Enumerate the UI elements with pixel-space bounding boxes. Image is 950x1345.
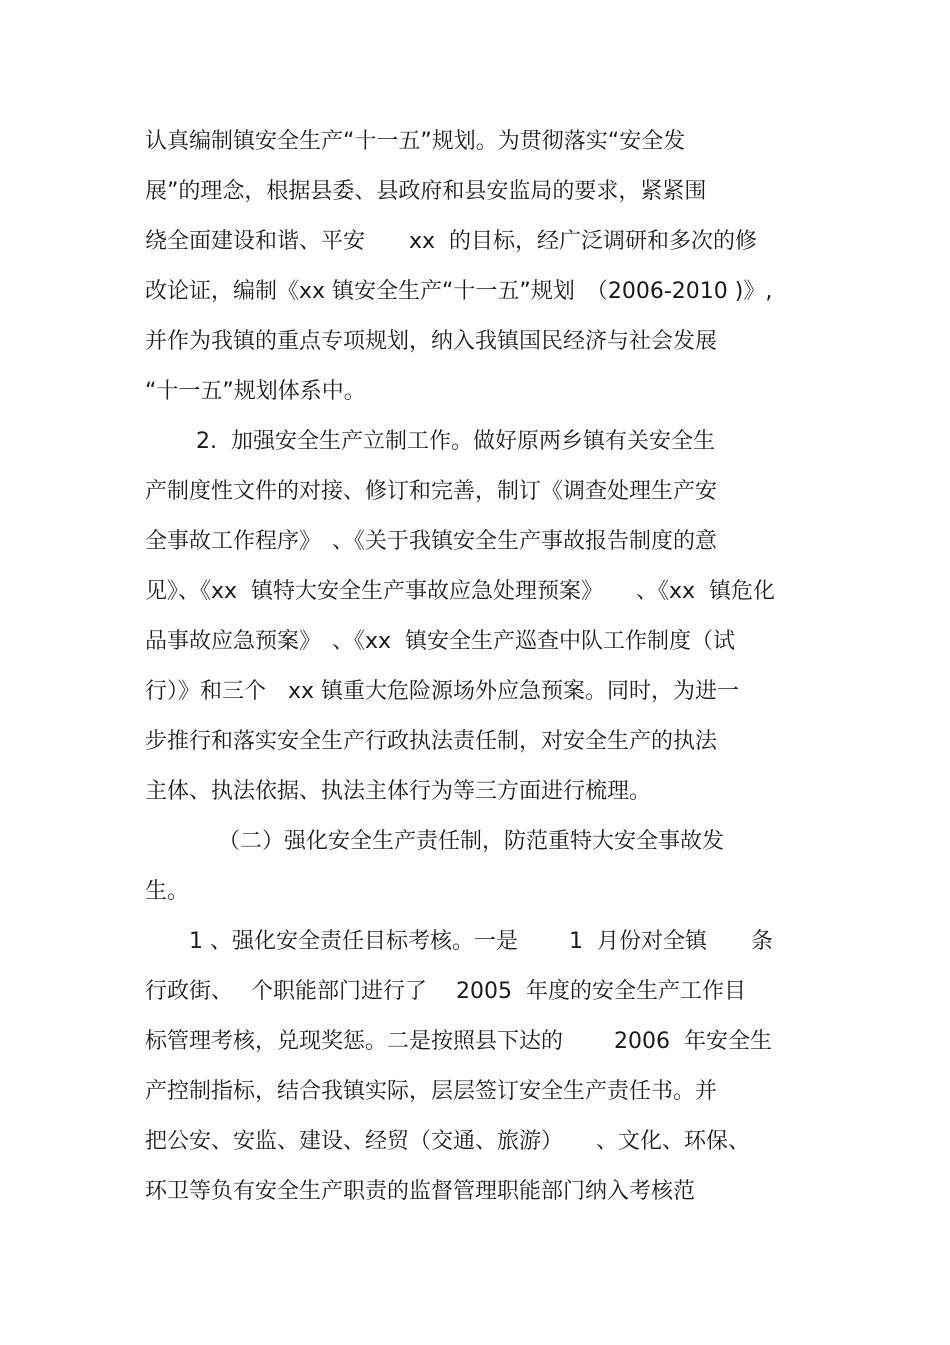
text-line: 并作为我镇的重点专项规划，纳入我镇国民经济与社会发展 (145, 329, 718, 354)
text-line: 产制度性文件的对接、修订和完善，制订《调查处理生产安 (145, 479, 718, 504)
text-line: 行）》和三个 xx 镇重大危险源场外应急预案。同时，为进一 (145, 679, 740, 704)
text-line: “十一五”规划体系中。 (145, 379, 366, 404)
text-line: 全事故工作程序》 、《关于我镇安全生产事故报告制度的意 (145, 529, 718, 554)
text-line: 生。 (145, 879, 190, 904)
text-line: 改论证，编制《xx 镇安全生产“十一五”规划 （2006-2010 )》, (145, 279, 773, 304)
text-line: 2. 加强安全生产立制工作。做好原两乡镇有关安全生 (145, 429, 715, 454)
text-line: 品事故应急预案》 、《xx 镇安全生产巡查中队工作制度（试 (145, 629, 736, 654)
text-line: 1 、强化安全责任目标考核。一是 1 月份对全镇 条 (145, 929, 773, 954)
section-heading: （二）强化安全生产责任制，防范重特大安全事故发 (145, 829, 724, 854)
text-line: 见》、《xx 镇特大安全生产事故应急处理预案》 、《xx 镇危化 (145, 579, 776, 604)
text-line: 认真编制镇安全生产“十一五”规划。为贯彻落实“安全发 (145, 129, 686, 154)
text-line: 行政街、 个职能部门进行了 2005 年度的安全生产工作目 (145, 979, 746, 1004)
text-line: 标管理考核，兑现奖惩。二是按照县下达的 2006 年安全生 (145, 1029, 772, 1054)
text-line: 环卫等负有安全生产职责的监督管理职能部门纳入考核范 (145, 1179, 696, 1204)
text-line: 主体、执法依据、执法主体行为等三方面进行梳理。 (145, 779, 652, 804)
text-line: 绕全面建设和谐、平安 xx 的目标，经广泛调研和多次的修 (145, 229, 758, 254)
text-line: 把公安、安监、建设、经贸（交通、旅游） 、文化、环保、 (145, 1129, 751, 1154)
text-line: 展”的理念，根据县委、县政府和县安监局的要求，紧紧围 (145, 179, 707, 204)
text-line: 产控制指标，结合我镇实际，层层签订安全生产责任书。并 (145, 1079, 718, 1104)
text-line: 步推行和落实安全生产行政执法责任制，对安全生产的执法 (145, 729, 718, 754)
